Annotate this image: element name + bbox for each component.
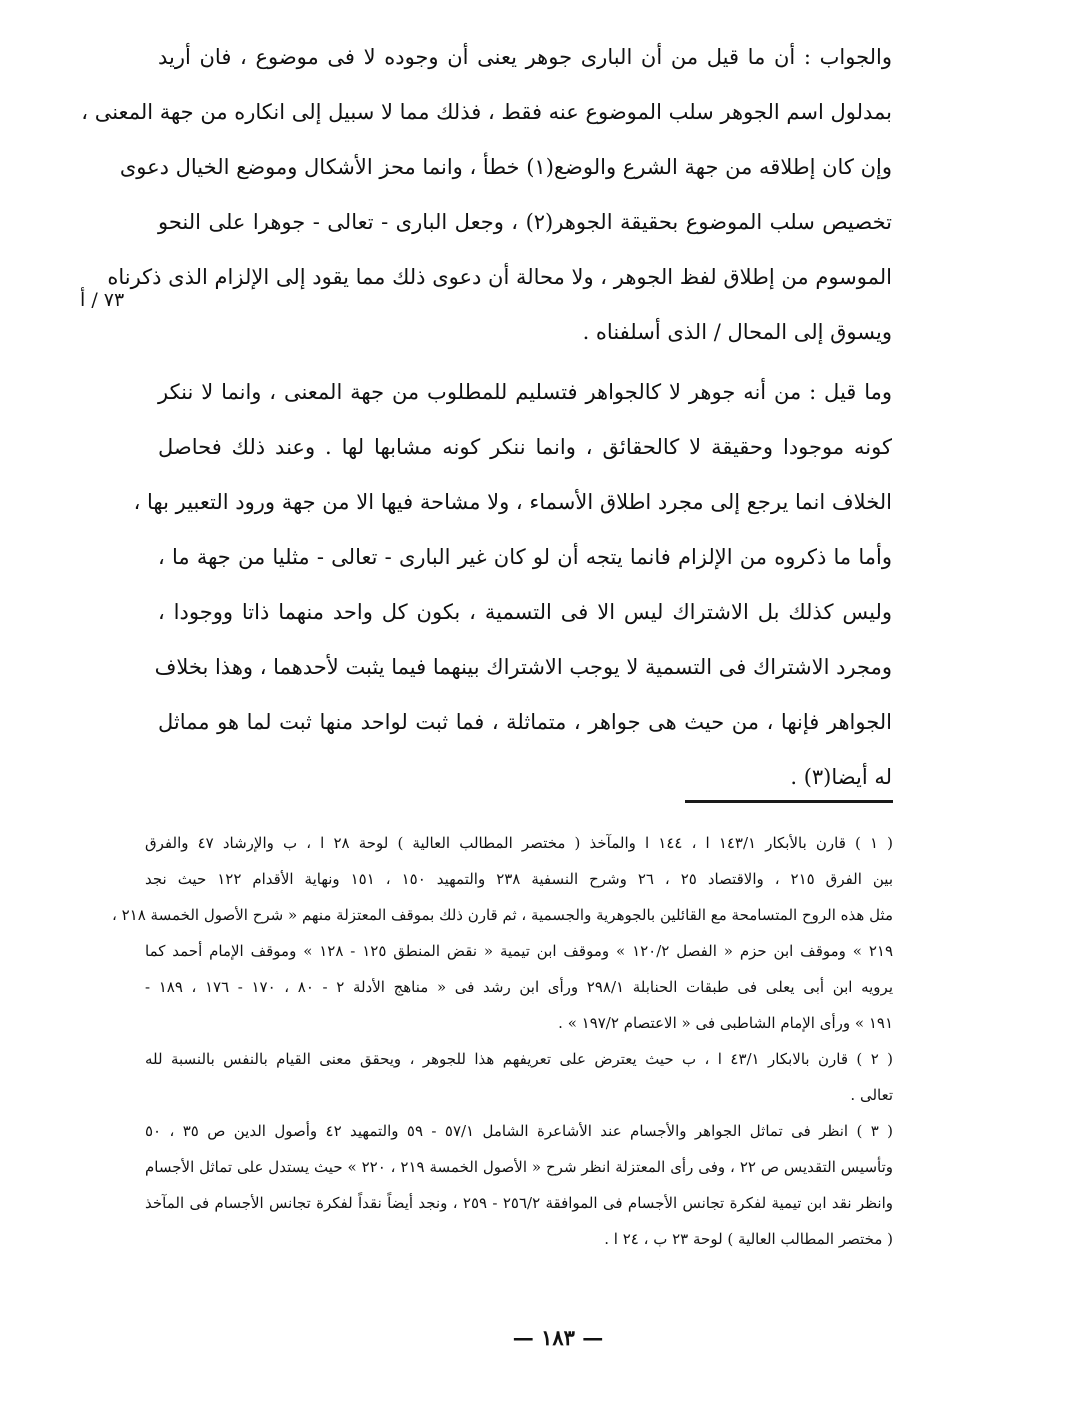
- footnote-line: ( مختصر المطالب العالية ) لوحة ٢٣ ب ، ٢٤ ا .: [604, 1230, 893, 1248]
- footnote-line: يرويه ابن أبى يعلى فى طبقات الحنابلة ٢٩٨/١ ورأى ابن رشد فى « مناهج الأدلة ٢ - ٨٠ ، ١٧٠ - ١٧٦ ، ١٨٩ -: [145, 978, 894, 996]
- footnote-line: وانظر نقد ابن تيمية لفكرة تجانس الأجسام فى الموافقة ٢٥٦/٢ - ٢٥٩ ، ونجد أيضاً نقداً لفكرة تجانس الأجسام فى المآخذ: [145, 1194, 893, 1212]
- text-line: وليس كذلك بل الاشتراك ليس الا فى التسمية ، بكون كل واحد منهما ذاتا ووجودا ،: [158, 600, 892, 624]
- footnote-line: ( ١ ) قارن بالأبكار ١٤٣/١ ا ، ١٤٤ ا والمآخذ ( مختصر المطالب العالية ) لوحة ٢٨ ا ، ب والإرشاد ٤٧ والفرق: [145, 834, 893, 852]
- main-paragraph-2: [133, 365, 892, 805]
- text-line: ويسوق إلى المحال / الذى أسلفناه .: [582, 320, 892, 344]
- footnote-line: تعالى .: [850, 1086, 893, 1104]
- text-line: الموسوم من إطلاق لفظ الجوهر ، ولا محالة أن دعوى ذلك مما يقود إلى الإلزام الذى ذكرناه: [107, 265, 892, 289]
- footnotes: [112, 825, 894, 1257]
- footnote-line: مثل هذه الروح المتسامحة مع القائلين بالجوهرية والجسمية ، ثم قارن ذلك بموقف المعتزلة منهم « شرح الأصول الخمسة ٢١٨ ،: [112, 906, 893, 924]
- footnote-3: [145, 1113, 893, 1257]
- text-line: بمدلول اسم الجوهر سلب الموضوع عنه فقط ، فذلك مما لا سبيل إلى انكاره من جهة المعنى ،: [81, 100, 892, 124]
- footnote-line: ( ٣ ) انظر فى تماثل الجواهر والأجسام عند الأشاعرة الشامل ٥٧/١ - ٥٩ والتمهيد ٤٢ وأصول الدين ص ٣٥ ، ٥٠: [145, 1122, 894, 1140]
- text-line: تخصيص سلب الموضوع بحقيقة الجوهر(٢) ، وجعل البارى - تعالى - جوهرا على النحو: [158, 210, 892, 234]
- page-number: — ١٨٣ —: [512, 1325, 604, 1350]
- footnote-divider: [685, 800, 893, 803]
- text-line: وما قيل : من أنه جوهر لا كالجواهر فتسليم للمطلوب من جهة المعنى ، وانما لا ننكر: [158, 380, 892, 404]
- margin-folio-reference: ٧٣ / أ: [80, 289, 125, 311]
- footnote-line: وتأسيس التقديس ص ٢٢ ، وفى رأى المعتزلة انظر شرح « الأصول الخمسة ٢١٩ ، ٢٢٠ » حيث يستدل على تماثل الأجسام: [145, 1158, 894, 1176]
- footnote-2: [145, 1041, 893, 1113]
- footnote-1: [112, 825, 894, 1041]
- footnote-line: ( ٢ ) قارن بالابكار ٤٣/١ ا ، ب حيث يعترض على تعريفهم هذا للجوهر ، ويحقق معنى القيام بالنفس بالنسبة لله: [145, 1050, 894, 1068]
- text-line: والجواب : أن ما قيل من أن البارى جوهر يعنى أن وجوده لا فى موضوع ، فان أريد: [158, 45, 892, 69]
- text-line: كونه موجودا وحقيقة لا كالحقائق ، وانما ننكر كونه مشابها لها . وعند ذلك فحاصل: [158, 435, 892, 459]
- text-line: الخلاف انما يرجع إلى مجرد اطلاق الأسماء ، ولا مشاحة فيها الا من جهة ورود التعبير بها ،: [133, 490, 892, 514]
- text-line: له أيضا(٣) .: [790, 765, 892, 789]
- text-line: وإن كان إطلاقه من جهة الشرع والوضع(١) خطأ ، وانما محز الأشكال وموضع الخيال دعوى: [119, 155, 892, 179]
- text-line: ومجرد الاشتراك فى التسمية لا يوجب الاشتراك بينهما فيما يثبت لأحدهما ، وهذا بخلاف: [154, 655, 892, 679]
- text-line: الجواهر فإنها ، من حيث هى جواهر ، متماثلة ، فما ثبت لواحد منها ثبت لما هو مماثل: [158, 710, 892, 734]
- footnote-line: ٢١٩ » وموقف ابن حزم « الفصل ١٢٠/٢ » وموقف ابن تيمية « نقض المنطق ١٢٥ - ١٢٨ » وموقف الإمام أحمد كما: [145, 942, 893, 960]
- footnote-line: ١٩١ » ورأى الإمام الشاطبى فى « الاعتصام ١٩٧/٢ » .: [558, 1014, 893, 1032]
- text-line: وأما ما ذكروه من الإلزام فانما يتجه أن لو كان غير البارى - تعالى - مثليا من جهة ما ،: [158, 545, 892, 569]
- footnote-line: بين الفرق ٢١٥ ، والاقتصاد ٢٥ ، ٢٦ وشرح النسفية ٢٣٨ والتمهيد ١٥٠ ، ١٥١ ونهاية الأقدام ١٢٢ حيث نجد: [145, 870, 894, 888]
